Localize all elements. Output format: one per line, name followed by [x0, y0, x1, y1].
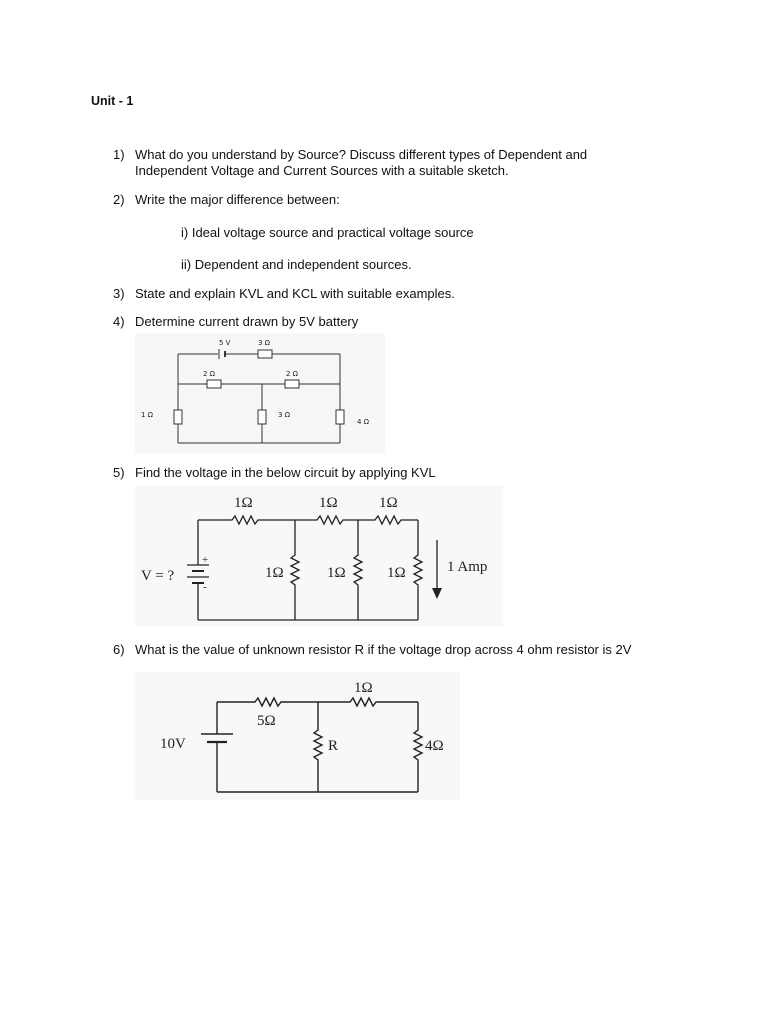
source-label: V = ? — [141, 568, 175, 584]
resistor-label: 1Ω — [265, 565, 284, 581]
question-text: What is the value of unknown resistor R if the voltage drop across 4 ohm resistor is 2V — [135, 642, 632, 657]
question-text: Write the major difference between: — [135, 192, 340, 207]
question-number: 5) — [113, 465, 125, 480]
resistor-label: 1Ω — [319, 495, 338, 511]
resistor-label: 1Ω — [379, 495, 398, 511]
question-text: Determine current drawn by 5V battery — [135, 314, 359, 329]
question-text: Find the voltage in the below circuit by applying KVL — [135, 465, 436, 480]
battery-label: 5 V — [219, 339, 231, 347]
question-text-line-2: Independent Voltage and Current Sources with a suitable sketch. — [135, 163, 509, 178]
resistor-label: 2 Ω — [203, 370, 216, 378]
resistor-label: 2 Ω — [286, 370, 299, 378]
question-number: 6) — [113, 642, 125, 657]
resistor-label: 4 Ω — [357, 418, 370, 426]
resistor-label: 1 Ω — [141, 411, 154, 419]
circuit-diagram-q4 — [135, 333, 385, 453]
question-number: 4) — [113, 314, 125, 329]
subitem-2: ii) Dependent and independent sources. — [181, 257, 412, 272]
question-number: 1) — [113, 147, 125, 162]
source-label: 10V — [160, 736, 186, 752]
resistor-label: 1Ω — [354, 680, 373, 696]
minus-sign: - — [203, 581, 207, 593]
resistor-label: 1Ω — [234, 495, 253, 511]
resistor-label: 5Ω — [257, 713, 276, 729]
circuit-diagram-q5 — [135, 485, 503, 627]
question-text — [135, 147, 676, 179]
question-text-line-1: What do you understand by Source? Discuss different types of Dependent and — [135, 147, 588, 162]
subitem-1: i) Ideal voltage source and practical voltage source — [181, 225, 474, 240]
resistor-label: R — [328, 738, 339, 754]
question-number: 2) — [113, 192, 125, 207]
resistor-label: 3 Ω — [278, 411, 291, 419]
question-number: 3) — [113, 286, 125, 301]
circuit-diagram-q6 — [135, 672, 460, 800]
resistor-label: 4Ω — [425, 738, 444, 754]
resistor-label: 1Ω — [327, 565, 346, 581]
unit-heading: Unit - 1 — [91, 94, 134, 108]
question-text: State and explain KVL and KCL with suitable examples. — [135, 286, 455, 301]
resistor-label: 1Ω — [387, 565, 406, 581]
current-label: 1 Amp — [447, 559, 488, 575]
resistor-label: 3 Ω — [258, 339, 271, 347]
plus-sign: + — [202, 554, 209, 566]
